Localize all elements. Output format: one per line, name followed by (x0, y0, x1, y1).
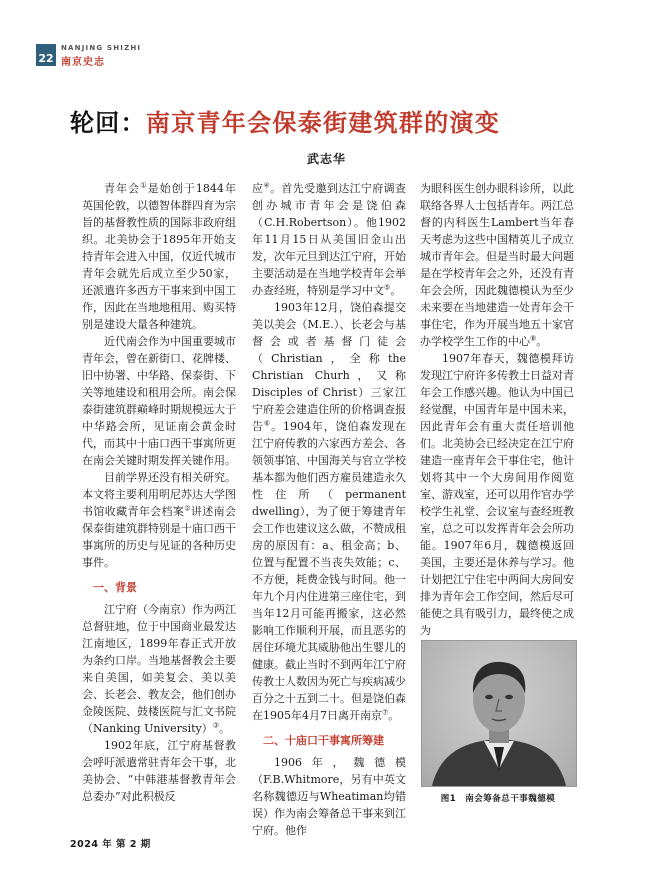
text-run: 为眼科医生创办眼科诊所，以此联络各界人士包括青年。两江总督的内科医生Lambert当年春天考虑为这些中国精英儿子成立城市青年会。但是当时最大问题是在学校青年会之外，还没有青年会会所，因此魏德模认为至少未来要在当地建造一处青年会干事住宅，作为开展当地五十家官办学校学生工作的中心 (420, 182, 574, 348)
footnote-ref: ④ (263, 181, 271, 190)
text-column-3 (420, 180, 574, 639)
paragraph (82, 601, 236, 737)
page-number: 22 (36, 44, 56, 66)
text-run: 。首先受邀到达江宁府调查创办城市青年会是饶伯森（C.H.Robertson）。他1902年11月15日从美国旧金山出发，次年元旦到达江宁府，开始主要活动是在当地学校青年会举办查经班，特别是学习中文 (252, 182, 407, 297)
portrait-eye-right (505, 695, 513, 699)
article-title-lead: 轮回： (70, 109, 146, 137)
section-heading-background: 一、背景 (93, 581, 137, 594)
portrait-illustration (422, 641, 576, 786)
paragraph (420, 180, 574, 350)
text-run: 1903年12月，饶伯森提交美以美会（M.E.）、长老会与基督会或者基督门徒会（Christian，全称the Christian Churh，又称Disciples of Christ）三家江宁府差会建造住所的价格调查报告 (252, 301, 406, 433)
footnote-ref: ⑧ (530, 334, 537, 343)
portrait-eye-left (485, 695, 493, 699)
text-column-1 (82, 180, 236, 805)
journal-name-en: NANJING SHIZHI (61, 44, 142, 52)
photo-caption: 图1 南会筹备总干事魏德模 (440, 794, 556, 804)
section-heading-residence: 二、十庙口干事寓所筹建 (263, 734, 384, 747)
text-run: 目前学界还没有相关研究。本文将主要利用明尼苏达大学图书馆收藏青年会档案 (82, 471, 236, 518)
footnote-ref: ③ (212, 721, 220, 730)
paragraph (252, 180, 406, 299)
paragraph (82, 180, 236, 333)
footnote-ref: ⑤ (384, 283, 391, 292)
paragraph: 1906年，魏德模（F.B.Whitmore，另有中英文名称魏德迈与Wheatiman均错误）作为南会筹备总干事来到江宁府。他作 (252, 756, 406, 837)
text-run: 江宁府（今南京）作为两江总督驻地，位于中国商业最发达江南地区，1899年春正式开放为条约口岸。当地基督教会主要来自美国，如美复会、美以美会、长老会、教友会，他们创办金陵医院、鼓楼医院与汇文书院（Nanking University） (82, 603, 236, 735)
paragraph (82, 469, 236, 571)
footnote-ref: ② (184, 504, 191, 513)
article-title-main: 南京青年会保泰街建筑群的演变 (145, 109, 501, 137)
text-run: 。 (219, 722, 231, 735)
paragraph: 1902年底，江宁府基督教会呼吁派遣常驻青年会干事，北美协会、“中韩港基督教青年会总委办”对此积极反 (82, 739, 236, 803)
footnote-ref: ① (140, 181, 148, 190)
text-run: 。 (388, 709, 400, 722)
text-run: 应 (252, 182, 264, 195)
text-run: 讲述南会保泰街建筑群特别是十庙口西干事寓所的历史与见证的各种历史事件。 (82, 505, 237, 569)
text-run: 青年会 (104, 182, 141, 195)
text-run: 是始创于1844年英国伦敦，以德智体群四育为宗旨的基督教性质的国际非政府组织。北美协会于1895年开始支持青年会进入中国，仅近代城市青年会就先后成立至少50家，还派遣许多西方干事来到中国工作，因此在当地地租用、购买特别是建设大量各种建筑。 (82, 182, 237, 331)
text-run: 。1904年，饶伯森发现在江宁府传教的六家西方差会、各领领事馆、中国海关与官立学校基本都为他们西方雇员建造永久性住所（permanent dwelling），为了便于筹建青年会工作也建议这么做，不赞成租房的原因有：a、租金高；b、位置与配置不当丧失效能；c、不方便，耗费金钱与时间。他一年九个月内住进第三座住宅，到当年12月可能再搬家，这必然影响工作顺利开展，而且恶劣的居住环境尤其威胁他出生婴儿的健康。截止当时不到两年江宁府传教士人数因为死亡与疾病减少百分之十五到二十。但是饶伯森在1905年4月7日离开南京 (252, 420, 407, 722)
paragraph: 近代南会作为中国重要城市青年会，曾在新街口、花牌楼、旧中协署、中华路、保泰街、下关等地建设和租用会所。南会保泰街建筑群巅峰时期规模远大于中华路会所，见证南会黄金时代，而其中十庙口西干事寓所更在南会关键时期发挥关键作用。 (82, 335, 236, 467)
paragraph (252, 299, 406, 724)
article-title (70, 103, 500, 138)
portrait-photo (421, 640, 577, 787)
text-column-2 (252, 180, 406, 839)
journal-name-cn: 南京史志 (61, 57, 105, 68)
paragraph: 1907年春天，魏德模拜访发现江宁府许多传教士日益对青年会工作感兴趣。他认为中国已经觉醒，中国青年是中国未来，因此青年会有重大责任培训他们。北美协会已经决定在江宁府建造一座青年会干事住宅，他计划将其中一个大房间用作阅览室、游戏室，还可以用作官办学校学生礼堂、会议室与查经班教室，总之可以发挥青年会会所功能。1907年6月，魏德模返回美国，主要还是休养与学习。他计划把江宁住宅中两间大房间安排为青年会工作空间，然后尽可能使之具有吸引力，最终使之成为 (420, 352, 574, 637)
footnote-ref: ⑥ (263, 419, 272, 428)
text-run: 。 (536, 335, 548, 348)
issue-footer: 2024 年 第 2 期 (70, 839, 151, 850)
article-author: 武志华 (306, 152, 346, 166)
footnote-ref: ⑦ (382, 708, 389, 717)
text-run: 。 (390, 284, 402, 297)
